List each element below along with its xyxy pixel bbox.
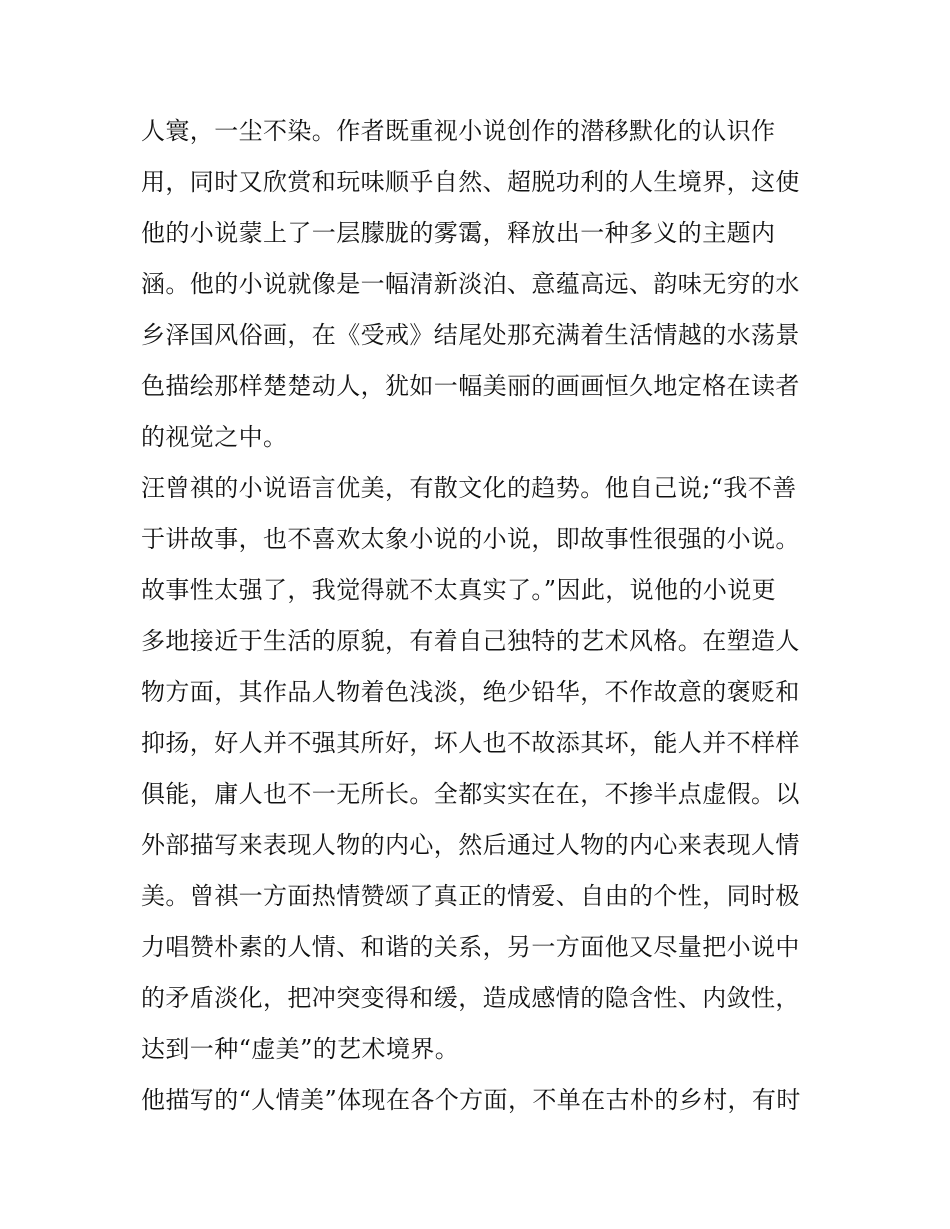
text-line: 故事性太强了，我觉得就不太真实了。”因此，说他的小说更 [141, 576, 777, 604]
text-line: 的视觉之中。 [141, 423, 288, 451]
text-line: 美。曾祺一方面热情赞颂了真正的情爱、自由的个性，同时极 [141, 882, 800, 910]
text-line: 抑扬，好人并不强其所好，坏人也不故添其坏，能人并不样样 [141, 729, 800, 757]
text-line: 他的小说蒙上了一层朦胧的雾霭，释放出一种多义的主题内 [141, 219, 776, 247]
text-line: 用，同时又欣赏和玩味顺乎自然、超脱功利的人生境界，这使 [141, 168, 800, 196]
text-line: 于讲故事，也不喜欢太象小说的小说，即故事性很强的小说。 [141, 525, 800, 553]
text-line: 的矛盾淡化，把冲突变得和缓，造成感情的隐含性、内敛性， [141, 984, 800, 1012]
text-line: 达到一种“虚美”的艺术境界。 [141, 1035, 460, 1063]
body-text [141, 106, 821, 1126]
text-line: 他描写的“人情美”体现在各个方面，不单在古朴的乡村，有时 [141, 1086, 801, 1114]
paragraph [141, 1075, 821, 1126]
text-line: 力唱赞朴素的人情、和谐的关系，另一方面他又尽量把小说中 [141, 933, 800, 961]
text-line: 物方面，其作品人物着色浅淡，绝少铅华，不作故意的褒贬和 [141, 678, 800, 706]
text-line: 乡泽国风俗画，在《受戒》结尾处那充满着生活情越的水荡景 [141, 321, 800, 349]
text-line: 涵。他的小说就像是一幅清新淡泊、意蕴高远、韵味无穷的水 [141, 270, 800, 298]
text-line: 色描绘那样楚楚动人，犹如一幅美丽的画画恒久地定格在读者 [141, 372, 800, 400]
text-line: 俱能，庸人也不一无所长。全都实实在在，不掺半点虚假。以 [141, 780, 800, 808]
text-line: 汪曾祺的小说语言优美，有散文化的趋势。他自己说;“我不善 [141, 474, 797, 502]
text-line: 人寰，一尘不染。作者既重视小说创作的潜移默化的认识作 [141, 117, 776, 145]
paragraph [141, 463, 821, 1075]
text-line: 多地接近于生活的原貌，有着自己独特的艺术风格。在塑造人 [141, 627, 800, 655]
text-line: 外部描写来表现人物的内心，然后通过人物的内心来表现人情 [141, 831, 800, 859]
paragraph [141, 106, 821, 463]
